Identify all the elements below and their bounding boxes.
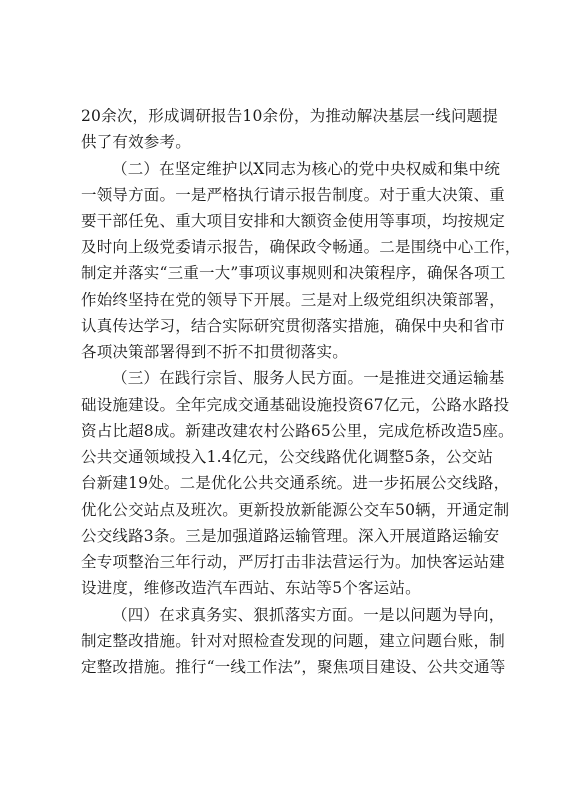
text-line: 资占比超8成。新建改建农村公路65公里，完成危桥改造5座。	[81, 422, 514, 440]
text-line: （三）在践行宗旨、服务人民方面。一是推进交通运输基	[112, 369, 505, 387]
text-line: 优化公交站点及班次。更新投放新能源公交车50辆，开通定制	[81, 501, 510, 519]
text-line: 公交线路3条。三是加强道路运输管理。深入开展道路运输安	[81, 527, 500, 545]
text-line: 全专项整治三年行动，严厉打击非法营运行为。加快客运站建	[81, 553, 505, 571]
text-line: 认真传达学习，结合实际研究贯彻落实措施，确保中央和省市	[81, 317, 505, 335]
text-line: 础设施建设。全年完成交通基础设施投资67亿元，公路水路投	[81, 396, 510, 414]
text-line: （二）在坚定维护以X同志为核心的党中央权威和集中统	[112, 160, 501, 178]
text-line: 定整改措施。推行“一线工作法”，聚焦项目建设、公共交通等	[81, 658, 506, 676]
text-line: （四）在求真务实、狠抓落实方面。一是以问题为导向，	[112, 606, 505, 624]
text-line: 要干部任免、重大项目安排和大额资金使用等事项，均按规定	[81, 212, 505, 230]
text-line: 各项决策部署得到不折不扣贯彻落实。	[81, 343, 348, 361]
text-line: 及时向上级党委请示报告，确保政令畅通。二是围绕中心工作，	[81, 238, 521, 256]
text-line: 制定整改措施。针对对照检查发现的问题，建立问题台账，制	[81, 632, 505, 650]
text-line: 作始终坚持在党的领导下开展。三是对上级党组织决策部署，	[81, 291, 505, 309]
text-line: 一领导方面。一是严格执行请示报告制度。对于重大决策、重	[81, 186, 505, 204]
text-line: 公共交通领域投入1.4亿元，公交线路优化调整5条，公交站	[81, 448, 494, 466]
text-line: 台新建19处。二是优化公共交通系统。进一步拓展公交线路，	[81, 474, 510, 492]
text-line: 制定并落实“三重一大”事项议事规则和决策程序，确保各项工	[81, 264, 506, 282]
text-line: 设进度，维修改造汽车西站、东站等5个客运站。	[81, 579, 421, 597]
text-line: 供了有效参考。	[81, 133, 191, 151]
text-line: 20余次，形成调研报告10余份，为推动解决基层一线问题提	[81, 107, 499, 125]
